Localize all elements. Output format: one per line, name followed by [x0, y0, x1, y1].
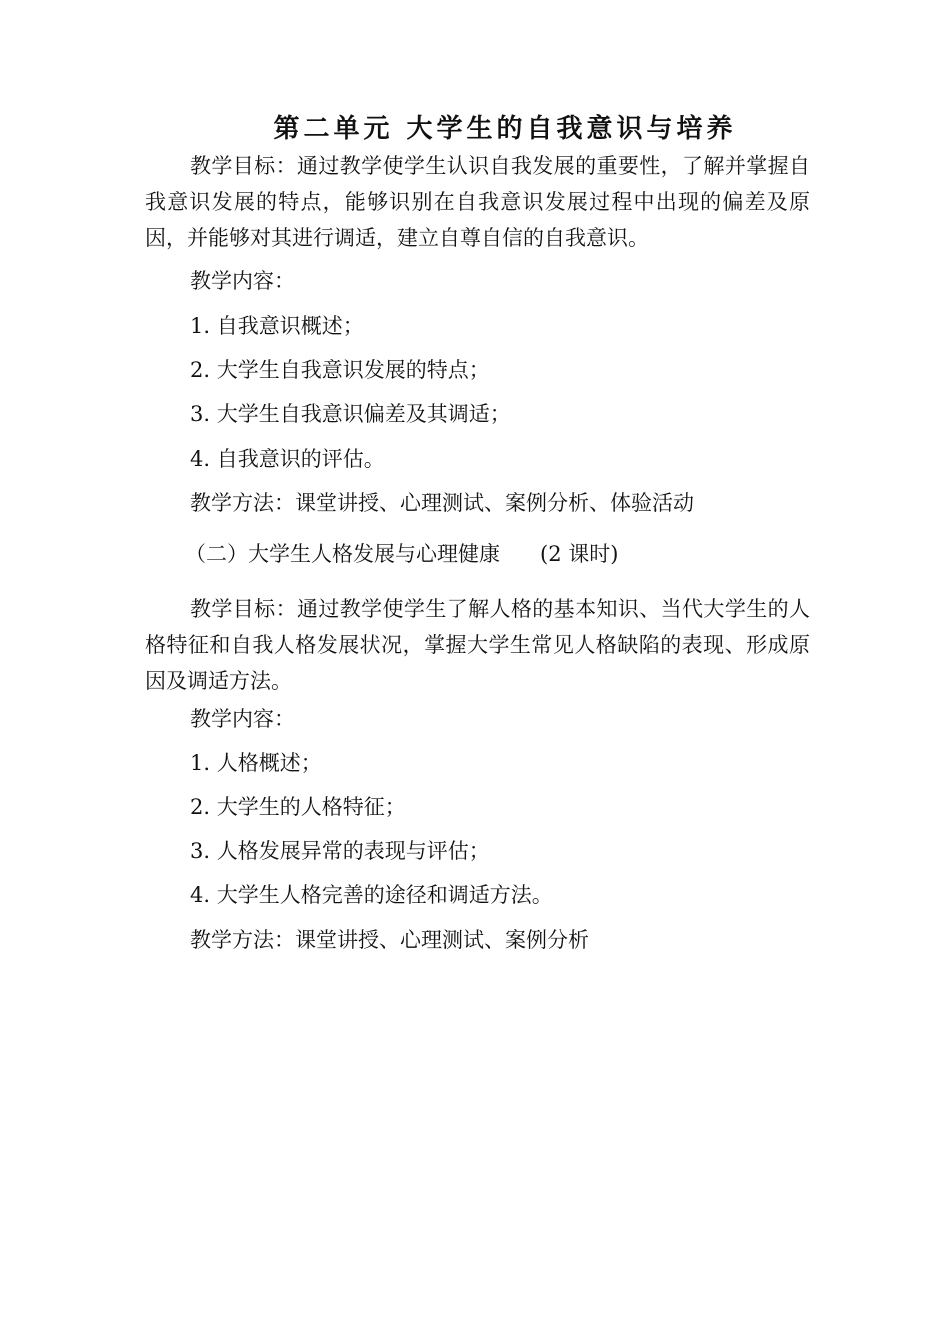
unit2-item-2: 2. 大学生自我意识发展的特点；: [190, 358, 490, 382]
unit-title: 第二单元 大学生的自我意识与培养: [273, 114, 737, 144]
section2-heading: [185, 539, 618, 569]
section2-objective: 教学目标：通过教学使学生了解人格的基本知识、当代大学生的人格特征和自我人格发展状况，掌握大学生常见人格缺陷的表现、形成原因及调适方法。: [145, 597, 810, 693]
section2-item-2: 2. 大学生的人格特征；: [190, 795, 406, 819]
unit2-method: 教学方法：课堂讲授、心理测试、案例分析、体验活动: [190, 491, 694, 515]
unit2-objective: 教学目标：通过教学使学生认识自我发展的重要性，了解并掌握自我意识发展的特点，能够识别在自我意识发展过程中出现的偏差及原因，并能够对其进行调适，建立自尊自信的自我意识。: [145, 154, 810, 250]
unit2-item-3: 3. 大学生自我意识偏差及其调适；: [190, 402, 511, 426]
section2-item-4: 4. 大学生人格完善的途径和调适方法。: [190, 883, 553, 907]
section2-item-3: 3. 人格发展异常的表现与评估；: [190, 839, 490, 863]
section2-heading-text: （二）大学生人格发展与心理健康: [185, 542, 500, 566]
section2-item-1: 1. 人格概述；: [190, 751, 322, 775]
section2-content-label: 教学内容：: [190, 707, 295, 731]
unit2-item-1: 1. 自我意识概述；: [190, 314, 364, 338]
unit2-item-4: 4. 自我意识的评估。: [190, 447, 385, 471]
section2-method: 教学方法：课堂讲授、心理测试、案例分析: [190, 928, 589, 952]
unit2-content-label: 教学内容：: [190, 269, 295, 293]
section2-hours: (2 课时): [540, 542, 619, 566]
